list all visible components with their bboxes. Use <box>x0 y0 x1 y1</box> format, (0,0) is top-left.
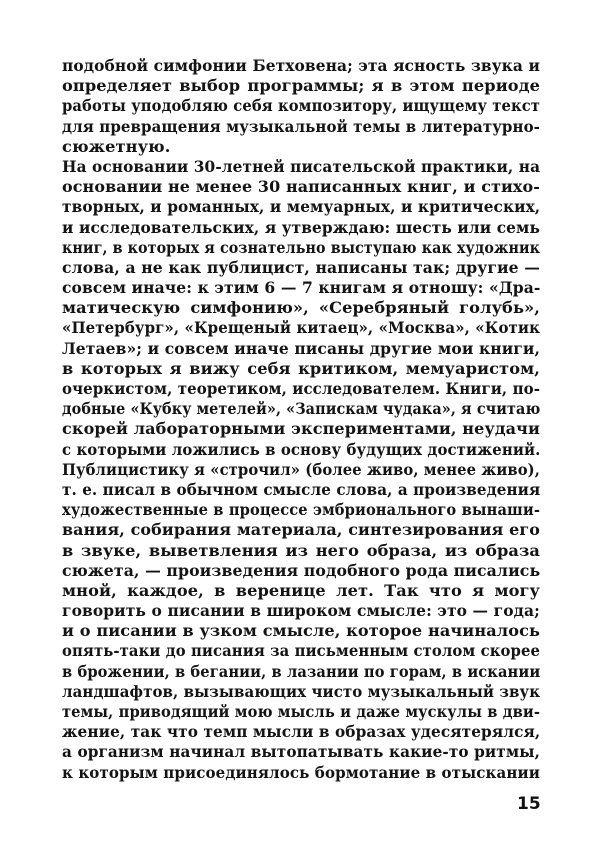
page-text-block <box>62 56 540 783</box>
text-line: скорей лабораторными экспериментами, неудачи <box>62 419 540 439</box>
text-line: темы, приводящий мою мысль и даже мускулы в дви- <box>62 702 540 721</box>
text-line: очеркистом, теоретиком, исследователем. Книги, по- <box>62 379 540 398</box>
page-number: 15 <box>517 794 541 814</box>
text-line: для превращения музыкальной темы в литературно- <box>62 116 540 136</box>
text-line: определяет выбор программы; я в этом периоде <box>62 76 540 96</box>
text-line: с которыми ложились в основу будущих достижений. <box>62 439 541 459</box>
text-line: творных, и романных, и мемуарных, и критических, <box>62 197 541 217</box>
text-line: и исследовательских, я утверждаю: шесть или семь <box>62 217 540 237</box>
text-line: добные «Кубку метелей», «Запискам чудака», я считаю <box>62 399 541 419</box>
text-line: ландшафтов, вызывающих чисто музыкальный звук <box>62 681 541 701</box>
text-line: в брожении, в бегании, в лазании по горам, в искании <box>62 661 541 681</box>
text-line: а организм начинал вытопатывать какие-то ритмы, <box>62 742 540 762</box>
text-line: жение, так что темп мысли в образах удесятерялся, <box>62 722 541 742</box>
text-line: основании не менее 30 написанных книг, и стихо- <box>62 177 540 197</box>
text-line: На основании 30-летней писательской практики, на <box>62 156 541 176</box>
text-line: Летаев»; и совсем иначе писаны другие мои книги, <box>62 338 540 358</box>
text-line: и о писании в узком смысле, которое начиналось <box>62 621 541 641</box>
text-line: в звуке, выветвления из него образа, из образа <box>62 540 540 560</box>
text-line: сюжетную. <box>62 136 171 156</box>
text-line: сюжета, — произведения подобного рода писались <box>62 560 541 580</box>
text-line: опять-таки до писания за письменным столом скорее <box>62 641 540 661</box>
text-line: художественные в процессе эмбрионального вынаши- <box>62 500 540 520</box>
text-line: работы уподобляю себя композитору, ищущему текст <box>62 96 540 116</box>
text-line: Публицистику я «строчил» (более живо, менее живо), <box>62 459 540 479</box>
text-line: мной, каждое, в веренице лет. Так что я могу <box>62 580 540 600</box>
text-line: слова, а не как публицист, написаны так; другие — <box>62 257 540 277</box>
text-line: подобной симфонии Бетховена; эта ясность звука и <box>62 56 540 75</box>
text-line: говорить о писании в широком смысле: это — года; <box>62 601 540 621</box>
text-line: вания, собирания материала, синтезирования его <box>62 520 540 540</box>
text-line: совсем иначе: к этим 6 — 7 книгам я отношу: «Дра- <box>62 278 541 298</box>
text-line: к которым присоединялось бормотание в отыскании <box>62 762 540 782</box>
text-line: «Петербург», «Крещеный китаец», «Москва», «Котик <box>62 318 540 338</box>
text-line: матическую симфонию», «Серебряный голубь», <box>62 298 540 318</box>
text-line: книг, в которых я сознательно выступаю как художник <box>62 237 541 257</box>
text-line: в которых я вижу себя критиком, мемуаристом, <box>62 358 540 378</box>
text-line: т. е. писал в обычном смысле слова, а произведения <box>62 479 541 499</box>
